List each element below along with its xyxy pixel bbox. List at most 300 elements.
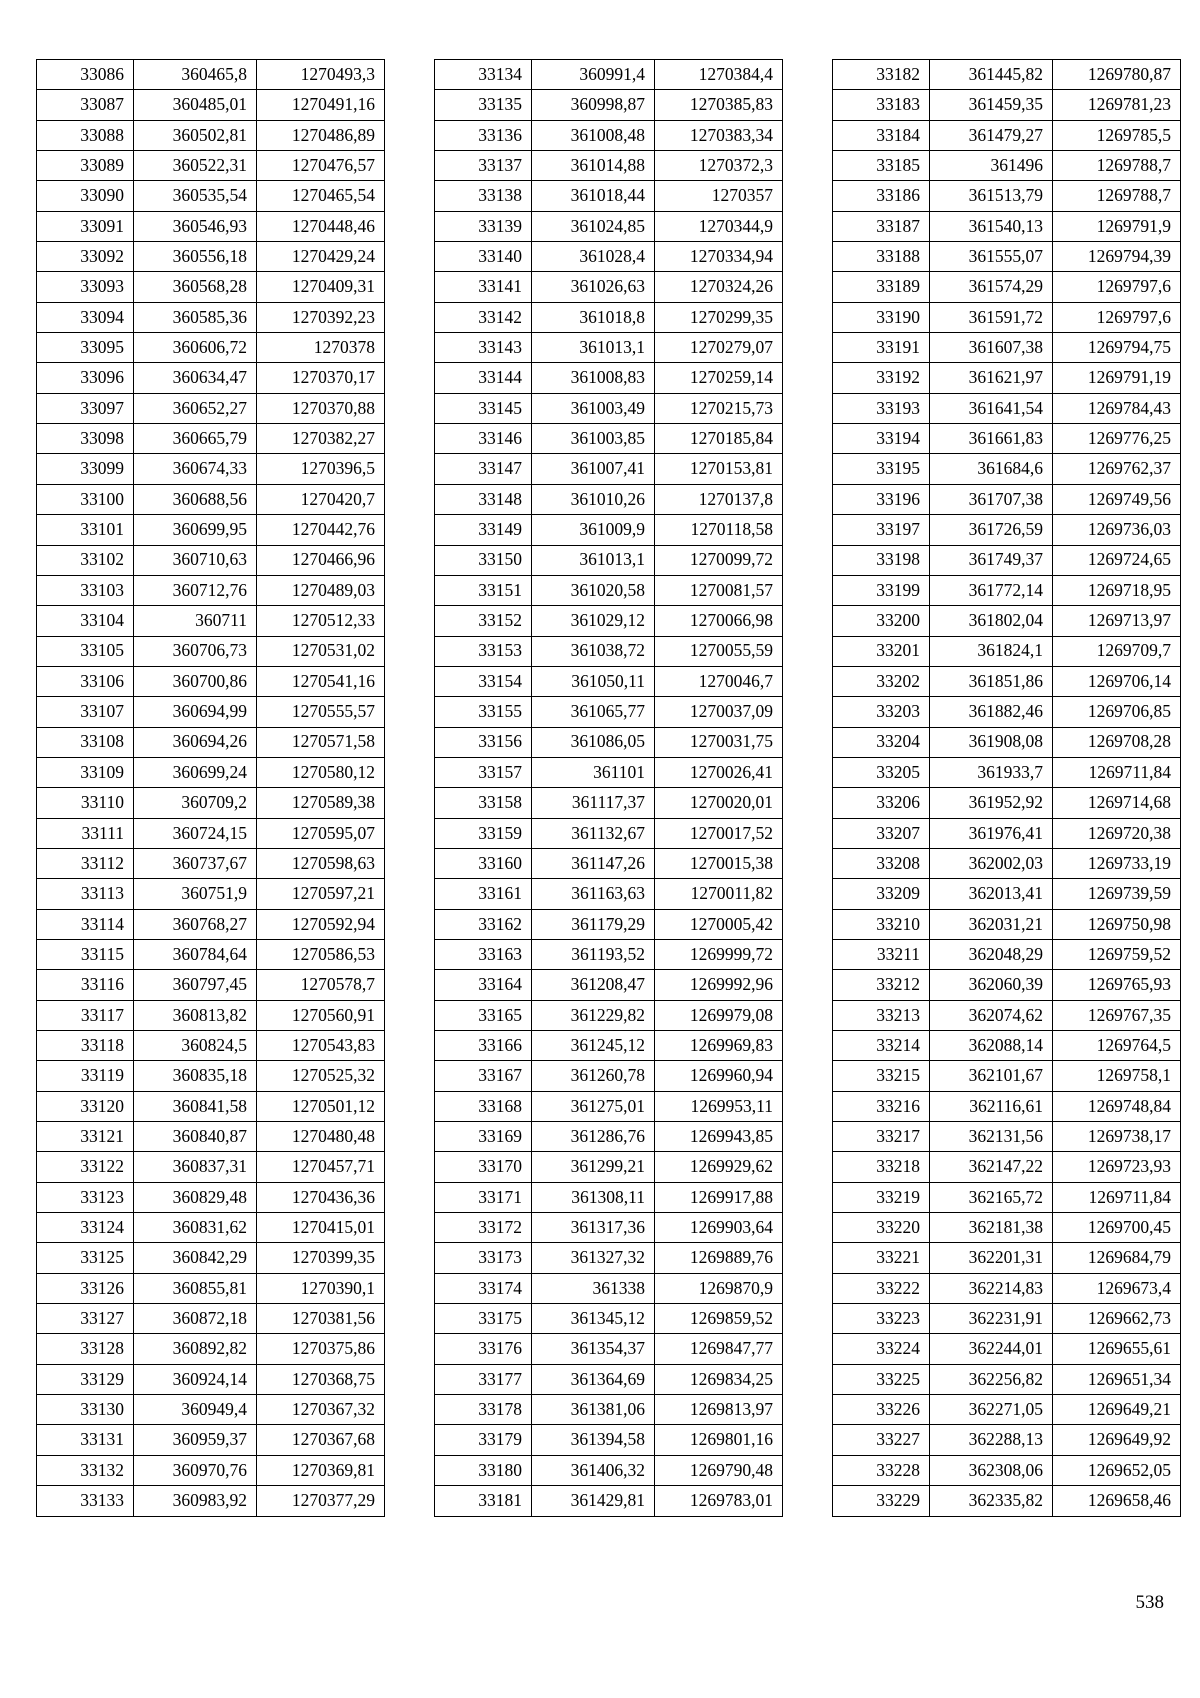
- x-coordinate-cell: 360694,99: [134, 697, 257, 727]
- point-number-cell: 33178: [435, 1395, 532, 1425]
- table-row: [833, 1213, 1181, 1243]
- point-number-cell: 33116: [37, 970, 134, 1000]
- point-number-cell: 33177: [435, 1364, 532, 1394]
- x-coordinate-cell: 361684,6: [930, 454, 1053, 484]
- point-number-cell: 33149: [435, 515, 532, 545]
- table-row: [37, 788, 385, 818]
- x-coordinate-cell: 362271,05: [930, 1395, 1053, 1425]
- point-number-cell: 33183: [833, 90, 930, 120]
- point-number-cell: 33209: [833, 879, 930, 909]
- point-number-cell: 33166: [435, 1031, 532, 1061]
- y-coordinate-cell: 1270385,83: [655, 90, 783, 120]
- x-coordinate-cell: 360699,24: [134, 757, 257, 787]
- point-number-cell: 33167: [435, 1061, 532, 1091]
- point-number-cell: 33212: [833, 970, 930, 1000]
- table-row: [435, 515, 783, 545]
- point-number-cell: 33098: [37, 424, 134, 454]
- y-coordinate-cell: 1270491,16: [257, 90, 385, 120]
- y-coordinate-cell: 1270215,73: [655, 393, 783, 423]
- x-coordinate-cell: 361008,48: [532, 120, 655, 150]
- x-coordinate-cell: 361229,82: [532, 1000, 655, 1030]
- y-coordinate-cell: 1270512,33: [257, 606, 385, 636]
- y-coordinate-cell: 1269649,21: [1053, 1395, 1181, 1425]
- x-coordinate-cell: 361824,1: [930, 636, 1053, 666]
- y-coordinate-cell: 1270392,23: [257, 302, 385, 332]
- point-number-cell: 33204: [833, 727, 930, 757]
- y-coordinate-cell: 1270017,52: [655, 818, 783, 848]
- y-coordinate-cell: 1270442,76: [257, 515, 385, 545]
- table-row: [435, 1152, 783, 1182]
- y-coordinate-cell: 1269706,14: [1053, 666, 1181, 696]
- point-number-cell: 33139: [435, 211, 532, 241]
- point-number-cell: 33086: [37, 60, 134, 90]
- table-row: [833, 727, 1181, 757]
- table-row: [833, 1061, 1181, 1091]
- y-coordinate-cell: 1269790,48: [655, 1455, 783, 1485]
- point-number-cell: 33141: [435, 272, 532, 302]
- y-coordinate-cell: 1269684,79: [1053, 1243, 1181, 1273]
- y-coordinate-cell: 1270580,12: [257, 757, 385, 787]
- point-number-cell: 33194: [833, 424, 930, 454]
- point-number-cell: 33131: [37, 1425, 134, 1455]
- point-number-cell: 33113: [37, 879, 134, 909]
- table-row: [435, 120, 783, 150]
- y-coordinate-cell: 1270377,29: [257, 1486, 385, 1516]
- x-coordinate-cell: 360606,72: [134, 333, 257, 363]
- x-coordinate-cell: 361802,04: [930, 606, 1053, 636]
- y-coordinate-cell: 1270026,41: [655, 757, 783, 787]
- point-number-cell: 33164: [435, 970, 532, 1000]
- table-row: [833, 272, 1181, 302]
- x-coordinate-cell: 360797,45: [134, 970, 257, 1000]
- y-coordinate-cell: 1270344,9: [655, 211, 783, 241]
- point-number-cell: 33161: [435, 879, 532, 909]
- x-coordinate-cell: 361354,37: [532, 1334, 655, 1364]
- x-coordinate-cell: 361459,35: [930, 90, 1053, 120]
- point-number-cell: 33160: [435, 848, 532, 878]
- x-coordinate-cell: 360737,67: [134, 848, 257, 878]
- point-number-cell: 33103: [37, 575, 134, 605]
- point-number-cell: 33203: [833, 697, 930, 727]
- x-coordinate-cell: 360751,9: [134, 879, 257, 909]
- point-number-cell: 33163: [435, 939, 532, 969]
- x-coordinate-cell: 361445,82: [930, 60, 1053, 90]
- y-coordinate-cell: 1269903,64: [655, 1213, 783, 1243]
- y-coordinate-cell: 1270037,09: [655, 697, 783, 727]
- point-number-cell: 33087: [37, 90, 134, 120]
- y-coordinate-cell: 1269943,85: [655, 1122, 783, 1152]
- table-row: [833, 90, 1181, 120]
- coordinates-table-1: [36, 59, 385, 1517]
- x-coordinate-cell: 361013,1: [532, 545, 655, 575]
- table-row: [435, 1091, 783, 1121]
- y-coordinate-cell: 1269791,9: [1053, 211, 1181, 241]
- y-coordinate-cell: 1269791,19: [1053, 363, 1181, 393]
- x-coordinate-cell: 361038,72: [532, 636, 655, 666]
- x-coordinate-cell: 360502,81: [134, 120, 257, 150]
- x-coordinate-cell: 360949,4: [134, 1395, 257, 1425]
- point-number-cell: 33173: [435, 1243, 532, 1273]
- x-coordinate-cell: 361749,37: [930, 545, 1053, 575]
- y-coordinate-cell: 1269749,56: [1053, 484, 1181, 514]
- x-coordinate-cell: 360535,54: [134, 181, 257, 211]
- point-number-cell: 33224: [833, 1334, 930, 1364]
- point-number-cell: 33137: [435, 151, 532, 181]
- point-number-cell: 33175: [435, 1304, 532, 1334]
- table-row: [435, 363, 783, 393]
- x-coordinate-cell: 361327,32: [532, 1243, 655, 1273]
- point-number-cell: 33105: [37, 636, 134, 666]
- y-coordinate-cell: 1270046,7: [655, 666, 783, 696]
- table-row: [37, 151, 385, 181]
- point-number-cell: 33157: [435, 757, 532, 787]
- table-row: [37, 120, 385, 150]
- point-number-cell: 33158: [435, 788, 532, 818]
- point-number-cell: 33186: [833, 181, 930, 211]
- y-coordinate-cell: 1269708,28: [1053, 727, 1181, 757]
- y-coordinate-cell: 1269813,97: [655, 1395, 783, 1425]
- point-number-cell: 33219: [833, 1182, 930, 1212]
- y-coordinate-cell: 1269780,87: [1053, 60, 1181, 90]
- y-coordinate-cell: 1269794,39: [1053, 242, 1181, 272]
- point-number-cell: 33202: [833, 666, 930, 696]
- y-coordinate-cell: 1270436,36: [257, 1182, 385, 1212]
- table-row: [833, 1152, 1181, 1182]
- x-coordinate-cell: 360634,47: [134, 363, 257, 393]
- point-number-cell: 33187: [833, 211, 930, 241]
- y-coordinate-cell: 1269953,11: [655, 1091, 783, 1121]
- point-number-cell: 33129: [37, 1364, 134, 1394]
- y-coordinate-cell: 1270543,83: [257, 1031, 385, 1061]
- point-number-cell: 33220: [833, 1213, 930, 1243]
- y-coordinate-cell: 1269960,94: [655, 1061, 783, 1091]
- x-coordinate-cell: 361029,12: [532, 606, 655, 636]
- point-number-cell: 33091: [37, 211, 134, 241]
- point-number-cell: 33189: [833, 272, 930, 302]
- point-number-cell: 33090: [37, 181, 134, 211]
- point-number-cell: 33142: [435, 302, 532, 332]
- table-row: [833, 636, 1181, 666]
- point-number-cell: 33143: [435, 333, 532, 363]
- x-coordinate-cell: 362335,82: [930, 1486, 1053, 1516]
- point-number-cell: 33097: [37, 393, 134, 423]
- table-row: [37, 1152, 385, 1182]
- coordinates-table-2: [434, 59, 783, 1517]
- table-row: [37, 1182, 385, 1212]
- x-coordinate-cell: 360709,2: [134, 788, 257, 818]
- table-row: [833, 484, 1181, 514]
- point-number-cell: 33168: [435, 1091, 532, 1121]
- point-number-cell: 33229: [833, 1486, 930, 1516]
- y-coordinate-cell: 1270384,4: [655, 60, 783, 90]
- y-coordinate-cell: 1269739,59: [1053, 879, 1181, 909]
- point-number-cell: 33145: [435, 393, 532, 423]
- table-row: [37, 939, 385, 969]
- x-coordinate-cell: 361065,77: [532, 697, 655, 727]
- y-coordinate-cell: 1269797,6: [1053, 302, 1181, 332]
- point-number-cell: 33172: [435, 1213, 532, 1243]
- y-coordinate-cell: 1269738,17: [1053, 1122, 1181, 1152]
- x-coordinate-cell: 360840,87: [134, 1122, 257, 1152]
- x-coordinate-cell: 360842,29: [134, 1243, 257, 1273]
- table-row: [833, 1273, 1181, 1303]
- x-coordinate-cell: 360983,92: [134, 1486, 257, 1516]
- point-number-cell: 33108: [37, 727, 134, 757]
- point-number-cell: 33159: [435, 818, 532, 848]
- point-number-cell: 33206: [833, 788, 930, 818]
- point-number-cell: 33221: [833, 1243, 930, 1273]
- y-coordinate-cell: 1270137,8: [655, 484, 783, 514]
- point-number-cell: 33127: [37, 1304, 134, 1334]
- point-number-cell: 33096: [37, 363, 134, 393]
- table-row: [37, 272, 385, 302]
- point-number-cell: 33193: [833, 393, 930, 423]
- x-coordinate-cell: 360546,93: [134, 211, 257, 241]
- table-row: [833, 424, 1181, 454]
- point-number-cell: 33169: [435, 1122, 532, 1152]
- table-row: [833, 454, 1181, 484]
- point-number-cell: 33225: [833, 1364, 930, 1394]
- y-coordinate-cell: 1269720,38: [1053, 818, 1181, 848]
- table-row: [435, 848, 783, 878]
- x-coordinate-cell: 360835,18: [134, 1061, 257, 1091]
- point-number-cell: 33126: [37, 1273, 134, 1303]
- table-row: [37, 454, 385, 484]
- y-coordinate-cell: 1269797,6: [1053, 272, 1181, 302]
- table-row: [435, 484, 783, 514]
- y-coordinate-cell: 1270259,14: [655, 363, 783, 393]
- y-coordinate-cell: 1270589,38: [257, 788, 385, 818]
- x-coordinate-cell: 360970,76: [134, 1455, 257, 1485]
- y-coordinate-cell: 1270369,81: [257, 1455, 385, 1485]
- point-number-cell: 33214: [833, 1031, 930, 1061]
- point-number-cell: 33148: [435, 484, 532, 514]
- y-coordinate-cell: 1269767,35: [1053, 1000, 1181, 1030]
- y-coordinate-cell: 1269859,52: [655, 1304, 783, 1334]
- y-coordinate-cell: 1269651,34: [1053, 1364, 1181, 1394]
- table-row: [435, 970, 783, 1000]
- table-row: [37, 818, 385, 848]
- table-row: [37, 1486, 385, 1516]
- x-coordinate-cell: 362231,91: [930, 1304, 1053, 1334]
- x-coordinate-cell: 360824,5: [134, 1031, 257, 1061]
- y-coordinate-cell: 1270493,3: [257, 60, 385, 90]
- table-row: [435, 575, 783, 605]
- point-number-cell: 33190: [833, 302, 930, 332]
- x-coordinate-cell: 361607,38: [930, 333, 1053, 363]
- x-coordinate-cell: 361009,9: [532, 515, 655, 545]
- point-number-cell: 33121: [37, 1122, 134, 1152]
- y-coordinate-cell: 1269713,97: [1053, 606, 1181, 636]
- x-coordinate-cell: 360924,14: [134, 1364, 257, 1394]
- x-coordinate-cell: 361024,85: [532, 211, 655, 241]
- point-number-cell: 33199: [833, 575, 930, 605]
- x-coordinate-cell: 361245,12: [532, 1031, 655, 1061]
- point-number-cell: 33165: [435, 1000, 532, 1030]
- x-coordinate-cell: 361020,58: [532, 575, 655, 605]
- table-row: [833, 909, 1181, 939]
- x-coordinate-cell: 361591,72: [930, 302, 1053, 332]
- y-coordinate-cell: 1269655,61: [1053, 1334, 1181, 1364]
- table-row: [833, 1364, 1181, 1394]
- x-coordinate-cell: 361406,32: [532, 1455, 655, 1485]
- x-coordinate-cell: 361260,78: [532, 1061, 655, 1091]
- x-coordinate-cell: 361317,36: [532, 1213, 655, 1243]
- x-coordinate-cell: 362031,21: [930, 909, 1053, 939]
- y-coordinate-cell: 1269758,1: [1053, 1061, 1181, 1091]
- x-coordinate-cell: 360706,73: [134, 636, 257, 666]
- point-number-cell: 33176: [435, 1334, 532, 1364]
- point-number-cell: 33150: [435, 545, 532, 575]
- table-row: [37, 636, 385, 666]
- y-coordinate-cell: 1269788,7: [1053, 151, 1181, 181]
- x-coordinate-cell: 360665,79: [134, 424, 257, 454]
- x-coordinate-cell: 362214,83: [930, 1273, 1053, 1303]
- table-row: [37, 1395, 385, 1425]
- y-coordinate-cell: 1270005,42: [655, 909, 783, 939]
- y-coordinate-cell: 1269733,19: [1053, 848, 1181, 878]
- point-number-cell: 33210: [833, 909, 930, 939]
- x-coordinate-cell: 360699,95: [134, 515, 257, 545]
- table-row: [435, 1364, 783, 1394]
- table-row: [37, 302, 385, 332]
- y-coordinate-cell: 1269649,92: [1053, 1425, 1181, 1455]
- y-coordinate-cell: 1270571,58: [257, 727, 385, 757]
- point-number-cell: 33218: [833, 1152, 930, 1182]
- x-coordinate-cell: 361621,97: [930, 363, 1053, 393]
- table-row: [435, 788, 783, 818]
- point-number-cell: 33154: [435, 666, 532, 696]
- point-number-cell: 33123: [37, 1182, 134, 1212]
- table-row: [435, 879, 783, 909]
- y-coordinate-cell: 1270531,02: [257, 636, 385, 666]
- point-number-cell: 33112: [37, 848, 134, 878]
- y-coordinate-cell: 1270501,12: [257, 1091, 385, 1121]
- point-number-cell: 33138: [435, 181, 532, 211]
- x-coordinate-cell: 362131,56: [930, 1122, 1053, 1152]
- point-number-cell: 33205: [833, 757, 930, 787]
- point-number-cell: 33151: [435, 575, 532, 605]
- y-coordinate-cell: 1269776,25: [1053, 424, 1181, 454]
- y-coordinate-cell: 1269765,93: [1053, 970, 1181, 1000]
- x-coordinate-cell: 361540,13: [930, 211, 1053, 241]
- table-row: [833, 1182, 1181, 1212]
- x-coordinate-cell: 361976,41: [930, 818, 1053, 848]
- x-coordinate-cell: 361345,12: [532, 1304, 655, 1334]
- table-row: [435, 90, 783, 120]
- x-coordinate-cell: 361132,67: [532, 818, 655, 848]
- point-number-cell: 33111: [37, 818, 134, 848]
- table-row: [833, 363, 1181, 393]
- y-coordinate-cell: 1269999,72: [655, 939, 783, 969]
- x-coordinate-cell: 361641,54: [930, 393, 1053, 423]
- x-coordinate-cell: 362288,13: [930, 1425, 1053, 1455]
- point-number-cell: 33125: [37, 1243, 134, 1273]
- point-number-cell: 33156: [435, 727, 532, 757]
- y-coordinate-cell: 1270382,27: [257, 424, 385, 454]
- y-coordinate-cell: 1270560,91: [257, 1000, 385, 1030]
- y-coordinate-cell: 1270480,48: [257, 1122, 385, 1152]
- y-coordinate-cell: 1270118,58: [655, 515, 783, 545]
- x-coordinate-cell: 361050,11: [532, 666, 655, 696]
- x-coordinate-cell: 362116,61: [930, 1091, 1053, 1121]
- point-number-cell: 33181: [435, 1486, 532, 1516]
- table-row: [435, 1395, 783, 1425]
- x-coordinate-cell: 361117,37: [532, 788, 655, 818]
- x-coordinate-cell: 361014,88: [532, 151, 655, 181]
- point-number-cell: 33118: [37, 1031, 134, 1061]
- table-row: [833, 1486, 1181, 1516]
- x-coordinate-cell: 361299,21: [532, 1152, 655, 1182]
- x-coordinate-cell: 361882,46: [930, 697, 1053, 727]
- x-coordinate-cell: 360710,63: [134, 545, 257, 575]
- y-coordinate-cell: 1270476,57: [257, 151, 385, 181]
- point-number-cell: 33134: [435, 60, 532, 90]
- point-number-cell: 33093: [37, 272, 134, 302]
- x-coordinate-cell: 361003,49: [532, 393, 655, 423]
- x-coordinate-cell: 361028,4: [532, 242, 655, 272]
- table-row: [833, 393, 1181, 423]
- x-coordinate-cell: 361479,27: [930, 120, 1053, 150]
- table-row: [435, 1334, 783, 1364]
- y-coordinate-cell: 1269979,08: [655, 1000, 783, 1030]
- y-coordinate-cell: 1269714,68: [1053, 788, 1181, 818]
- y-coordinate-cell: 1270486,89: [257, 120, 385, 150]
- x-coordinate-cell: 360998,87: [532, 90, 655, 120]
- table-row: [435, 242, 783, 272]
- y-coordinate-cell: 1270409,31: [257, 272, 385, 302]
- table-row: [435, 393, 783, 423]
- table-row: [37, 1243, 385, 1273]
- x-coordinate-cell: 361147,26: [532, 848, 655, 878]
- table-row: [833, 211, 1181, 241]
- y-coordinate-cell: 1270372,3: [655, 151, 783, 181]
- point-number-cell: 33228: [833, 1455, 930, 1485]
- x-coordinate-cell: 361394,58: [532, 1425, 655, 1455]
- x-coordinate-cell: 361364,69: [532, 1364, 655, 1394]
- y-coordinate-cell: 1269673,4: [1053, 1273, 1181, 1303]
- point-number-cell: 33130: [37, 1395, 134, 1425]
- y-coordinate-cell: 1270279,07: [655, 333, 783, 363]
- y-coordinate-cell: 1269662,73: [1053, 1304, 1181, 1334]
- point-number-cell: 33115: [37, 939, 134, 969]
- point-number-cell: 33180: [435, 1455, 532, 1485]
- point-number-cell: 33128: [37, 1334, 134, 1364]
- y-coordinate-cell: 1270015,38: [655, 848, 783, 878]
- x-coordinate-cell: 361933,7: [930, 757, 1053, 787]
- point-number-cell: 33109: [37, 757, 134, 787]
- y-coordinate-cell: 1270370,17: [257, 363, 385, 393]
- point-number-cell: 33162: [435, 909, 532, 939]
- x-coordinate-cell: 361555,07: [930, 242, 1053, 272]
- y-coordinate-cell: 1270368,75: [257, 1364, 385, 1394]
- point-number-cell: 33088: [37, 120, 134, 150]
- y-coordinate-cell: 1270066,98: [655, 606, 783, 636]
- y-coordinate-cell: 1270399,35: [257, 1243, 385, 1273]
- point-number-cell: 33192: [833, 363, 930, 393]
- point-number-cell: 33153: [435, 636, 532, 666]
- x-coordinate-cell: 361338: [532, 1273, 655, 1303]
- y-coordinate-cell: 1270592,94: [257, 909, 385, 939]
- x-coordinate-cell: 361908,08: [930, 727, 1053, 757]
- x-coordinate-cell: 361772,14: [930, 575, 1053, 605]
- y-coordinate-cell: 1270020,01: [655, 788, 783, 818]
- y-coordinate-cell: 1270081,57: [655, 575, 783, 605]
- x-coordinate-cell: 360712,76: [134, 575, 257, 605]
- y-coordinate-cell: 1270185,84: [655, 424, 783, 454]
- y-coordinate-cell: 1270324,26: [655, 272, 783, 302]
- table-row: [833, 970, 1181, 1000]
